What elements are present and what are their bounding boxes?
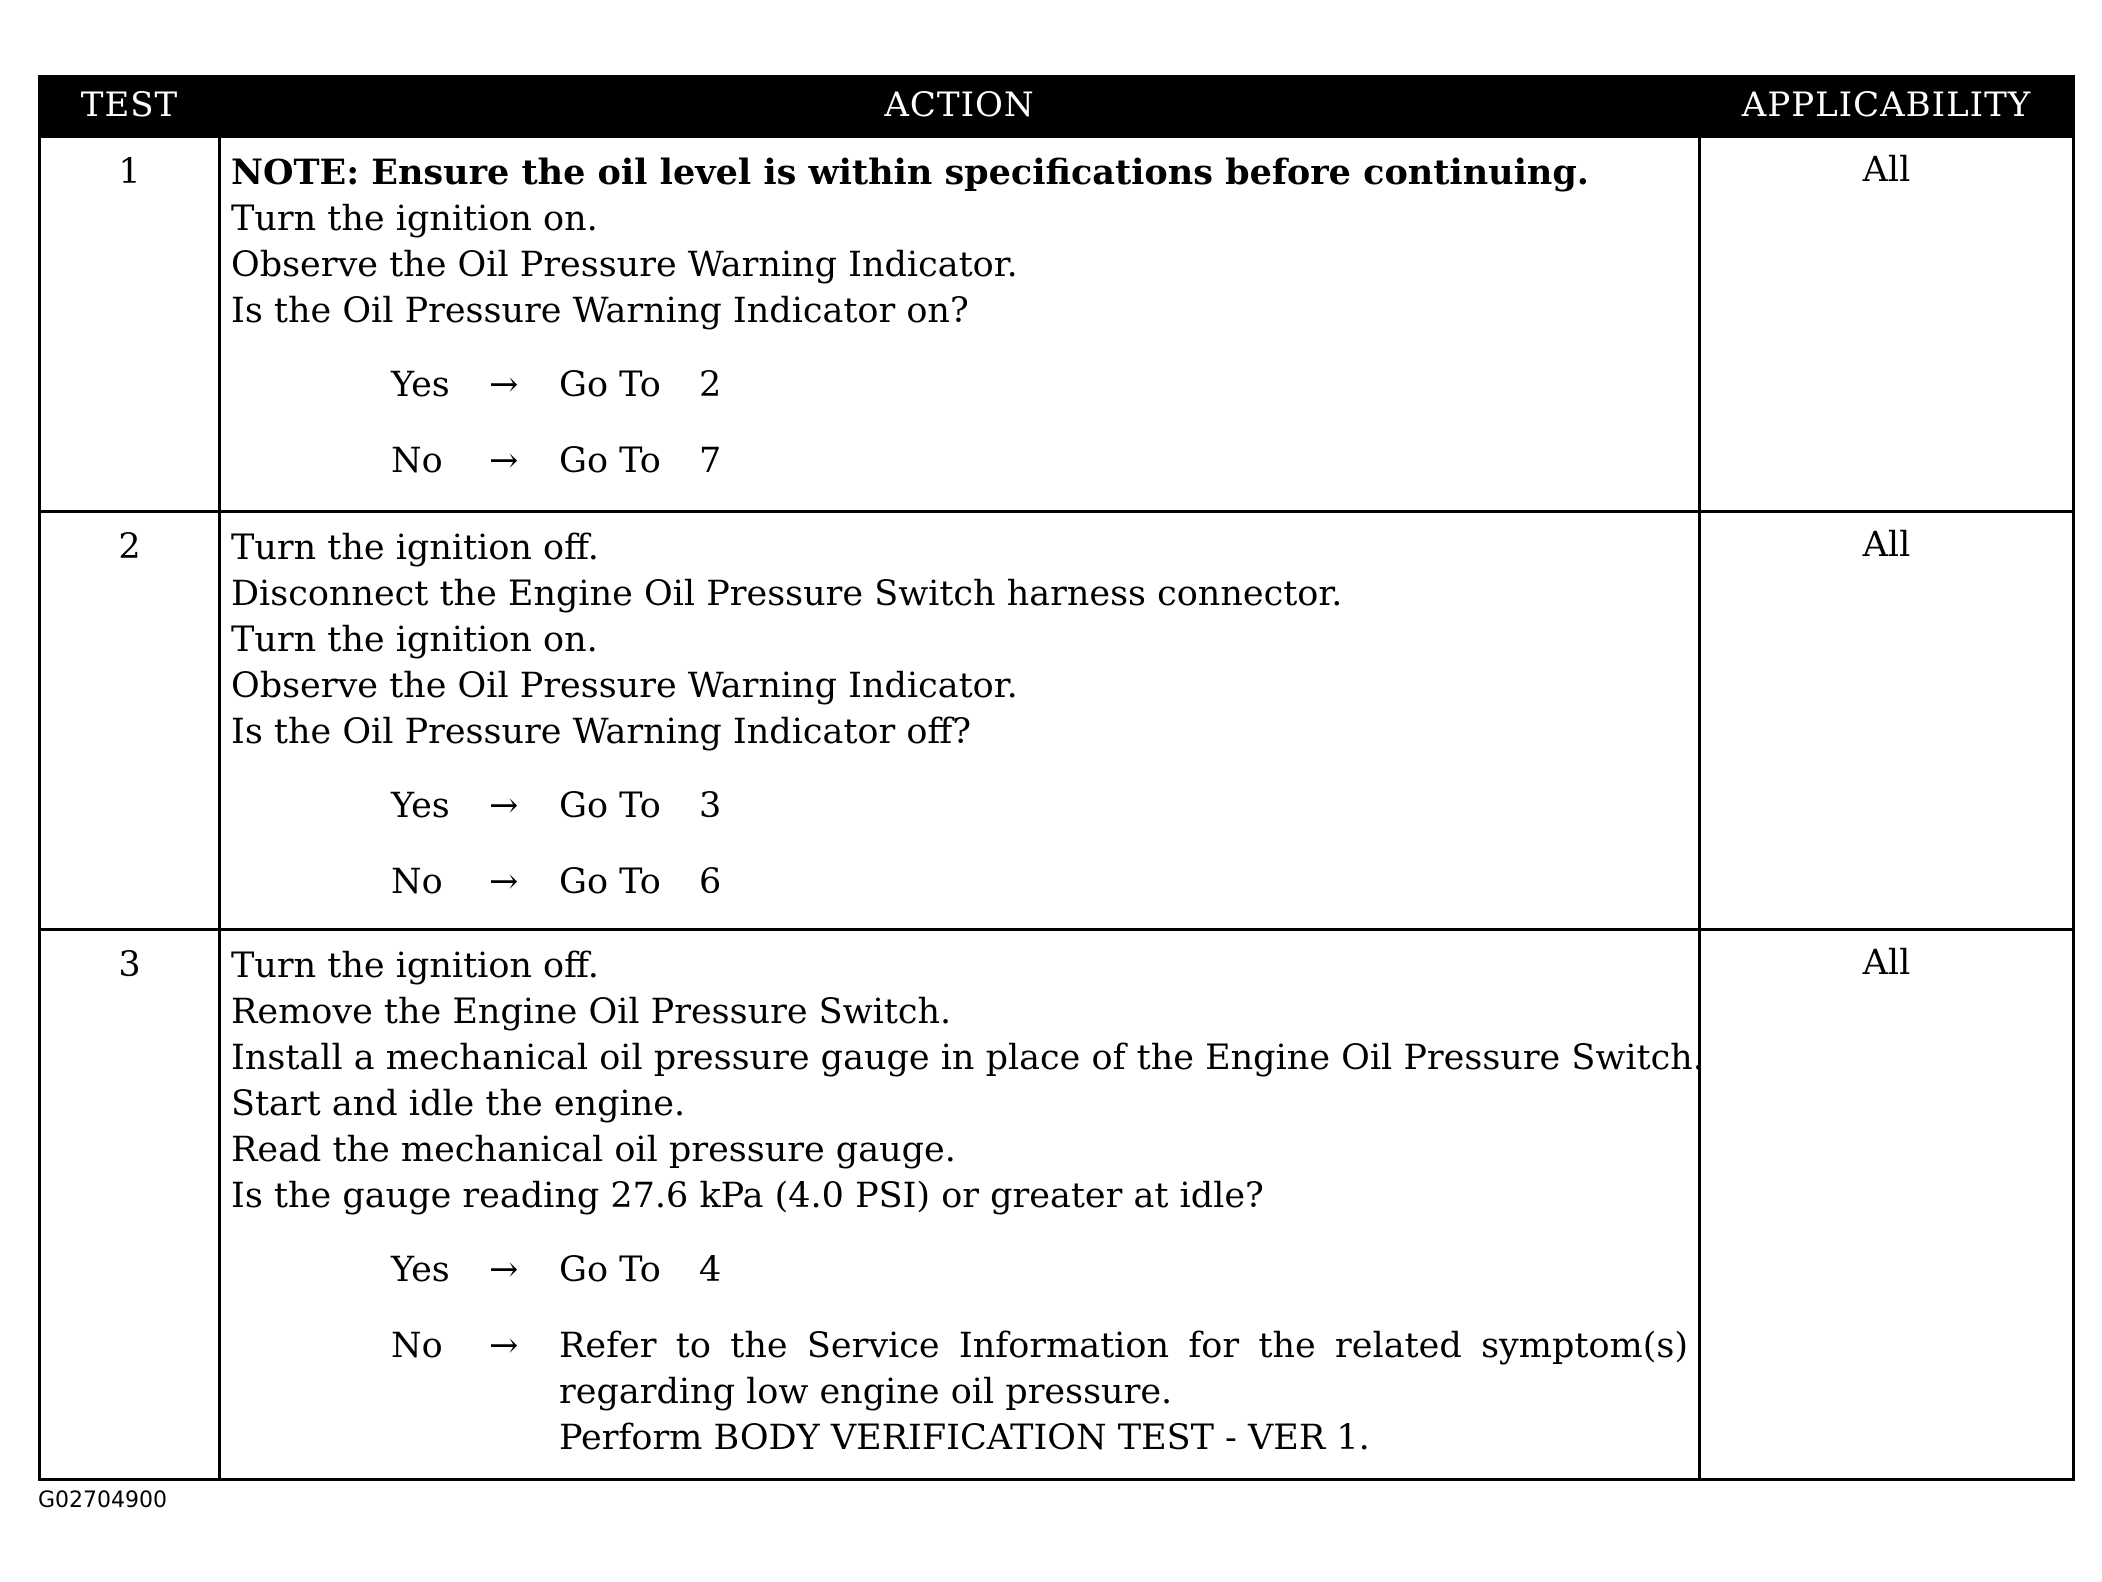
instruction-line: Perform BODY VERIFICATION TEST - VER 1.	[559, 1418, 1370, 1458]
instruction-line: regarding low engine oil pressure.	[559, 1372, 1173, 1412]
goto-target: 3	[699, 786, 722, 826]
arrow-right-icon: →	[489, 1250, 519, 1290]
answer-no	[231, 1323, 1688, 1461]
header-row	[40, 75, 2074, 137]
goto-label: Go To	[559, 862, 661, 902]
arrow-right-icon: →	[489, 365, 519, 405]
action-step: Is the Oil Pressure Warning Indicator off?	[231, 712, 972, 752]
answer-yes	[231, 362, 1688, 408]
action-step: Is the gauge reading 27.6 kPa (4.0 PSI) or greater at idle?	[231, 1176, 1264, 1216]
diagnostic-table	[38, 75, 2075, 1481]
goto-label: Go To	[559, 1250, 661, 1290]
action-cell	[220, 930, 1704, 1480]
goto-target: 6	[699, 862, 722, 902]
action-step: Turn the ignition off.	[231, 528, 599, 568]
action-step: Turn the ignition on.	[231, 199, 598, 239]
test-row-1	[40, 137, 2074, 512]
goto-target: 2	[699, 365, 722, 405]
answer-label: Yes	[391, 1250, 450, 1290]
answer-label: No	[391, 862, 443, 902]
action-step: Read the mechanical oil pressure gauge.	[231, 1130, 956, 1170]
action-cell	[220, 512, 1700, 930]
answer-block	[231, 783, 1688, 905]
action-step: Turn the ignition off.	[231, 946, 599, 986]
answer-label: Yes	[391, 786, 450, 826]
note-text: NOTE: Ensure the oil level is within specifications before continuing.	[231, 152, 1589, 193]
header-test: TEST	[40, 75, 220, 137]
action-step: Disconnect the Engine Oil Pressure Switch harness connector.	[231, 574, 1343, 614]
answer-yes	[231, 783, 1688, 829]
answer-yes	[231, 1247, 1688, 1293]
figure-id: G02704900	[38, 1488, 168, 1513]
arrow-right-icon: →	[489, 441, 519, 481]
answer-no	[231, 859, 1688, 905]
goto-label: Go To	[559, 786, 661, 826]
action-step: Turn the ignition on.	[231, 620, 598, 660]
arrow-right-icon: →	[489, 1326, 519, 1366]
header-action: ACTION	[220, 75, 1700, 137]
action-step: Remove the Engine Oil Pressure Switch.	[231, 992, 952, 1032]
answer-label: Yes	[391, 365, 450, 405]
answer-block	[231, 362, 1688, 484]
action-step: Install a mechanical oil pressure gauge in place of the Engine Oil Pressure Switch.	[231, 1038, 1704, 1078]
instruction-line: Refer to the Service Information for the related symptom(s)	[559, 1326, 1688, 1366]
test-number: 3	[40, 930, 220, 1480]
action-cell	[220, 137, 1700, 512]
test-row-2	[40, 512, 2074, 930]
goto-target: 7	[699, 441, 722, 481]
applicability-cell: All	[1700, 512, 2074, 930]
goto-label: Go To	[559, 365, 661, 405]
test-number: 2	[40, 512, 220, 930]
arrow-right-icon: →	[489, 786, 519, 826]
goto-target: 4	[699, 1250, 722, 1290]
answer-label: No	[391, 441, 443, 481]
goto-label: Go To	[559, 441, 661, 481]
applicability-cell: All	[1700, 137, 2074, 512]
action-step: Observe the Oil Pressure Warning Indicator.	[231, 245, 1018, 285]
action-step: Observe the Oil Pressure Warning Indicator.	[231, 666, 1018, 706]
applicability-cell: All	[1700, 930, 2074, 1480]
answer-no	[231, 438, 1688, 484]
test-row-3	[40, 930, 2074, 1480]
answer-label: No	[391, 1326, 443, 1366]
answer-instructions	[559, 1323, 1688, 1461]
test-number: 1	[40, 137, 220, 512]
action-step: Start and idle the engine.	[231, 1084, 686, 1124]
header-applicability: APPLICABILITY	[1700, 75, 2074, 137]
action-step: Is the Oil Pressure Warning Indicator on?	[231, 291, 969, 331]
arrow-right-icon: →	[489, 862, 519, 902]
answer-block	[231, 1247, 1688, 1461]
